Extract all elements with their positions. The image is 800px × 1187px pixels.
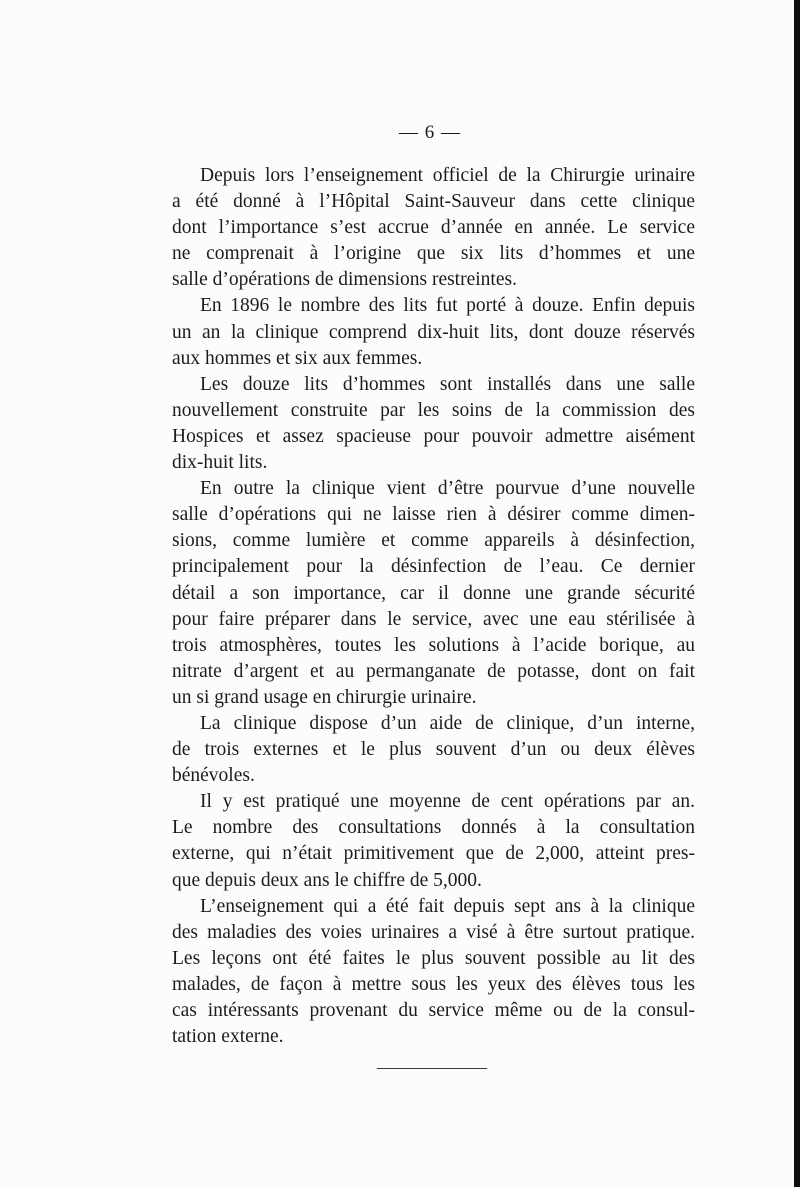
text-line: nouvellement construite par les soins de la commission des [172, 399, 695, 421]
text-line: tation externe. [172, 1026, 284, 1048]
text-line: malades, de façon à mettre sous les yeux des élèves tous les [172, 973, 695, 995]
text-line: ne comprenait à l’origine que six lits d’hommes et une [172, 243, 695, 265]
text-line: pour faire préparer dans le service, avec une eau stérilisée à [172, 608, 695, 630]
text-line: principalement pour la désinfection de l’eau. Ce dernier [172, 556, 695, 578]
scan-edge [794, 0, 800, 1187]
text-line: cas intéressants provenant du service même ou de la consul- [172, 1000, 695, 1021]
text-line: trois atmosphères, toutes les solutions à l’acide borique, au [172, 634, 695, 656]
page-number: — 6 — [399, 122, 461, 143]
text-line: Les leçons ont été faites le plus souvent possible au lit des [172, 947, 695, 969]
text-line: bénévoles. [172, 765, 255, 787]
text-line: dont l’importance s’est accrue d’année en année. Le service [172, 217, 695, 239]
text-line: nitrate d’argent et au permanganate de potasse, dont on fait [172, 660, 695, 682]
text-line: dix-huit lits. [172, 452, 268, 474]
text-line: un si grand usage en chirurgie urinaire. [172, 686, 477, 708]
text-line: Depuis lors l’enseignement officiel de la Chirurgie urinaire [200, 165, 695, 186]
text-line: un an la clinique comprend dix-huit lits, dont douze réservés [172, 321, 695, 343]
text-line: détail a son importance, car il donne une grande sécurité [172, 582, 695, 604]
text-line: aux hommes et six aux femmes. [172, 347, 423, 369]
end-rule-divider [377, 1068, 487, 1069]
text-line: salle d’opérations de dimensions restreintes. [172, 269, 517, 291]
text-line: a été donné à l’Hôpital Saint-Sauveur dans cette clinique [172, 191, 695, 213]
text-line: En 1896 le nombre des lits fut porté à douze. Enfin depuis [200, 295, 695, 317]
text-line: En outre la clinique vient d’être pourvue d’une nouvelle [200, 478, 695, 500]
text-line: de trois externes et le plus souvent d’un ou deux élèves [172, 739, 695, 761]
text-line: des maladies des voies urinaires a visé à être surtout pratique. [172, 921, 695, 943]
text-line: L’enseignement qui a été fait depuis sept ans à la clinique [200, 895, 695, 917]
text-line: salle d’opérations qui ne laisse rien à désirer comme dimen- [172, 504, 695, 526]
text-line: externe, qui n’était primitivement que de 2,000, atteint pres- [172, 843, 695, 865]
text-line: sions, comme lumière et comme appareils à désinfection, [172, 530, 695, 552]
body-text [172, 163, 695, 1050]
text-line: que depuis deux ans le chiffre de 5,000. [172, 869, 482, 891]
text-line: Le nombre des consultations donnés à la consultation [172, 817, 695, 839]
text-line: Il y est pratiqué une moyenne de cent opérations par an. [200, 791, 695, 813]
text-line: La clinique dispose d’un aide de clinique, d’un interne, [200, 712, 695, 734]
text-line: Hospices et assez spacieuse pour pouvoir admettre aisément [172, 425, 695, 447]
text-line: Les douze lits d’hommes sont installés dans une salle [200, 373, 695, 395]
